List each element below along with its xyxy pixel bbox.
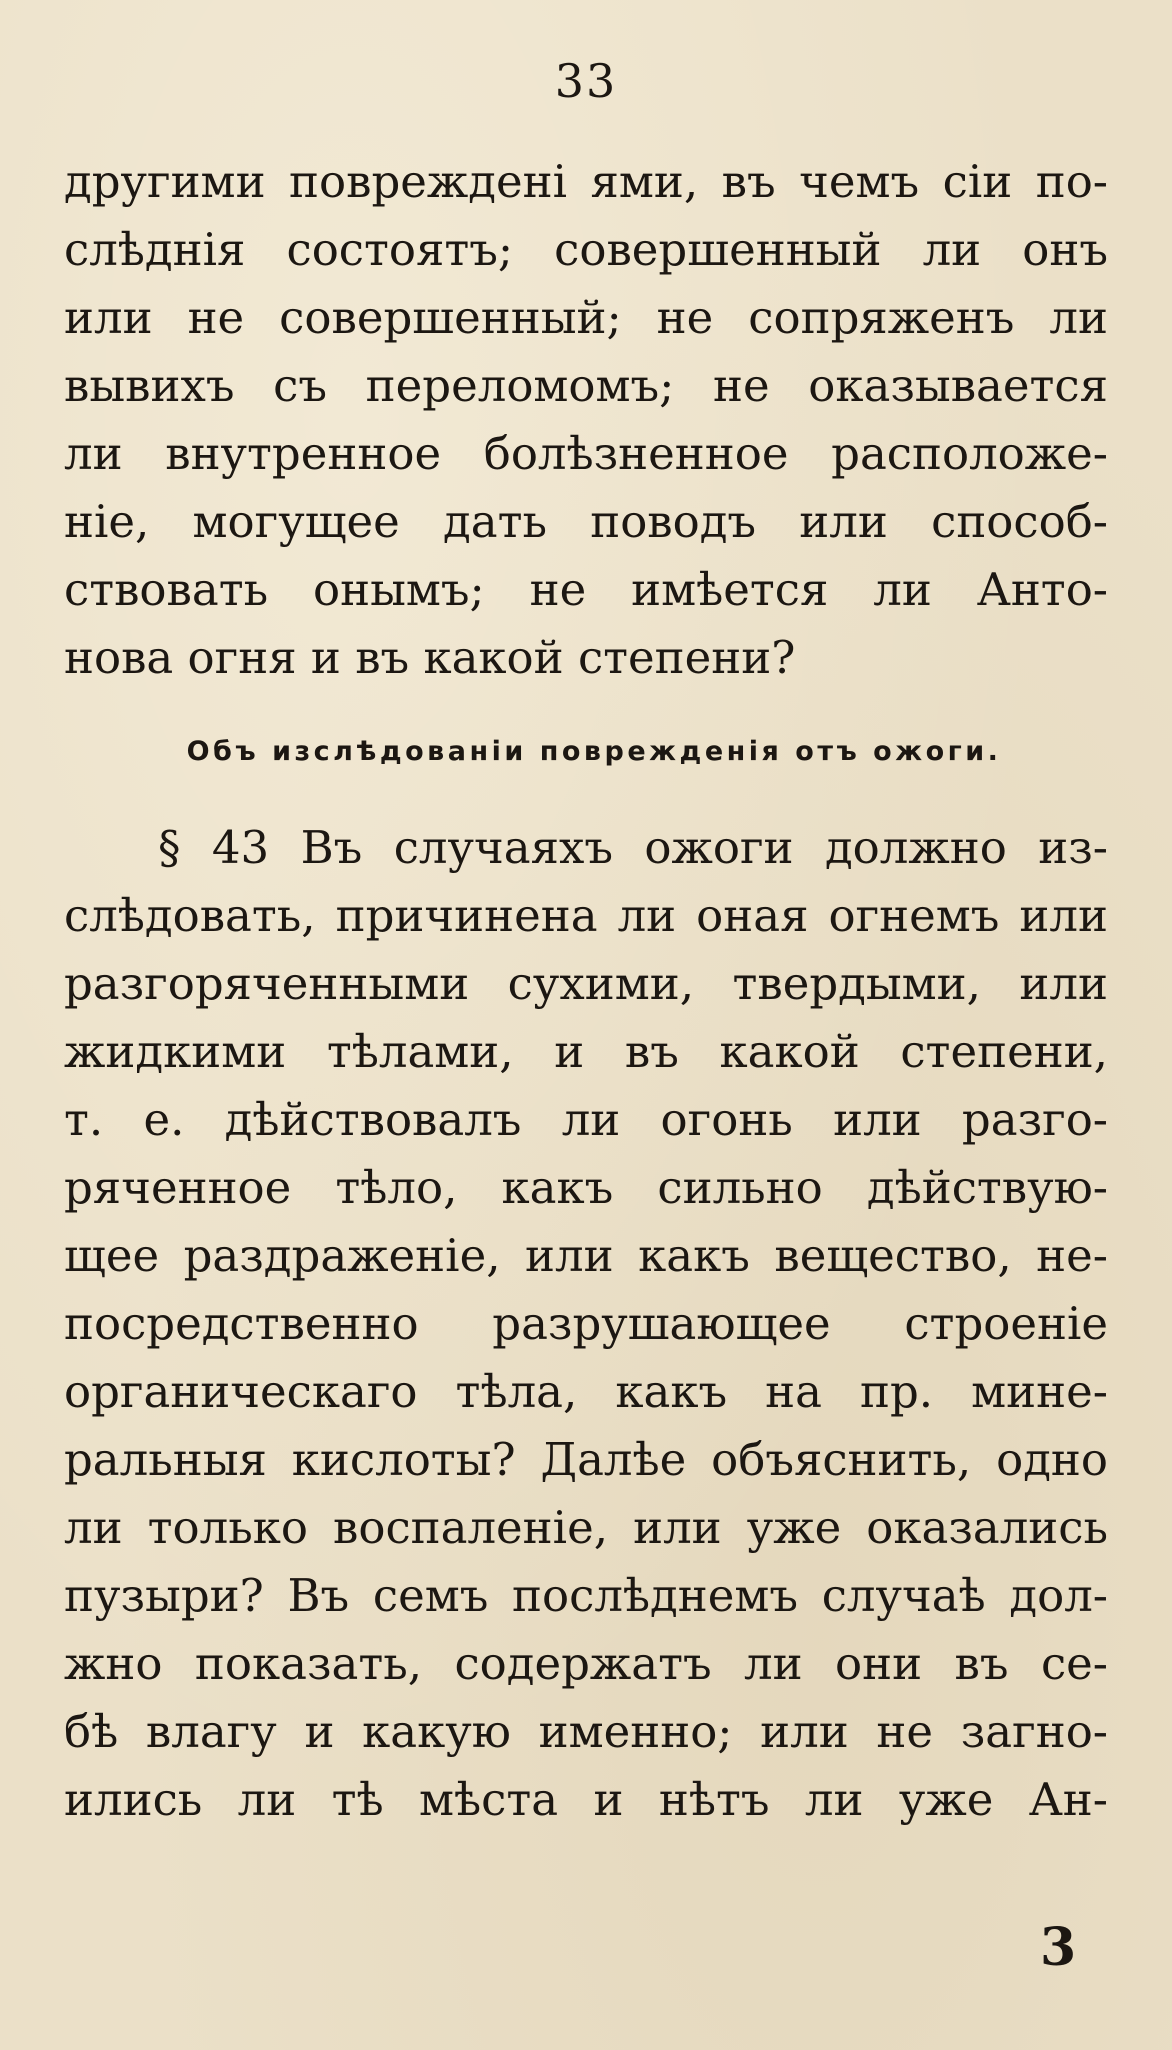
text-line: нова огня и въ какой степени?: [64, 631, 796, 684]
text-line: ніе, могущее дать поводъ или способ-: [64, 495, 1108, 548]
text-line: или не совершенный; не сопряженъ ли: [64, 291, 1108, 344]
text-line: щее раздраженіе, или какъ вещество, не-: [64, 1229, 1108, 1282]
page-number: 33: [554, 54, 618, 108]
text-line: пузыри? Въ семъ послѣднемъ случаѣ дол-: [64, 1569, 1108, 1622]
text-line: слѣдовать, причинена ли оная огнемъ или: [64, 889, 1108, 942]
text-line: разгоряченными сухими, твердыми, или: [64, 957, 1108, 1010]
text-line: ствовать онымъ; не имѣется ли Анто-: [64, 563, 1108, 616]
text-line: жно показать, содержатъ ли они въ се-: [64, 1637, 1108, 1690]
text-line: посредственно разрушающее строеніе: [64, 1297, 1108, 1350]
text-line: органическаго тѣла, какъ на пр. мине-: [64, 1365, 1108, 1418]
text-line: ли внутренное болѣзненное расположе-: [64, 427, 1108, 480]
text-line: § 43 Въ случаяхъ ожоги должно из-: [158, 821, 1108, 874]
section-heading: Объ изслѣдованіи поврежденія отъ ожоги.: [186, 736, 1002, 767]
text-line: ли только воспаленіе, или уже оказались: [64, 1501, 1108, 1554]
text-line: ряченное тѣло, какъ сильно дѣйствую-: [64, 1161, 1108, 1214]
paragraph-1: [64, 148, 1108, 692]
paragraph-2: [64, 814, 1108, 1834]
text-line: вывихъ съ переломомъ; не оказывается: [64, 359, 1108, 412]
text-line: ральныя кислоты? Далѣе объяснить, одно: [64, 1433, 1108, 1486]
text-line: слѣднія состоятъ; совершенный ли онъ: [64, 223, 1108, 276]
signature-mark: 3: [1040, 1917, 1077, 1978]
text-line: другими повреждені ями, въ чемъ сіи по-: [64, 155, 1108, 208]
text-line: бѣ влагу и какую именно; или не загно-: [64, 1705, 1108, 1758]
text-line: ились ли тѣ мѣста и нѣтъ ли уже Ан-: [64, 1773, 1108, 1826]
text-line: жидкими тѣлами, и въ какой степени,: [64, 1025, 1108, 1078]
text-line: т. е. дѣйствовалъ ли огонь или разго-: [64, 1093, 1108, 1146]
